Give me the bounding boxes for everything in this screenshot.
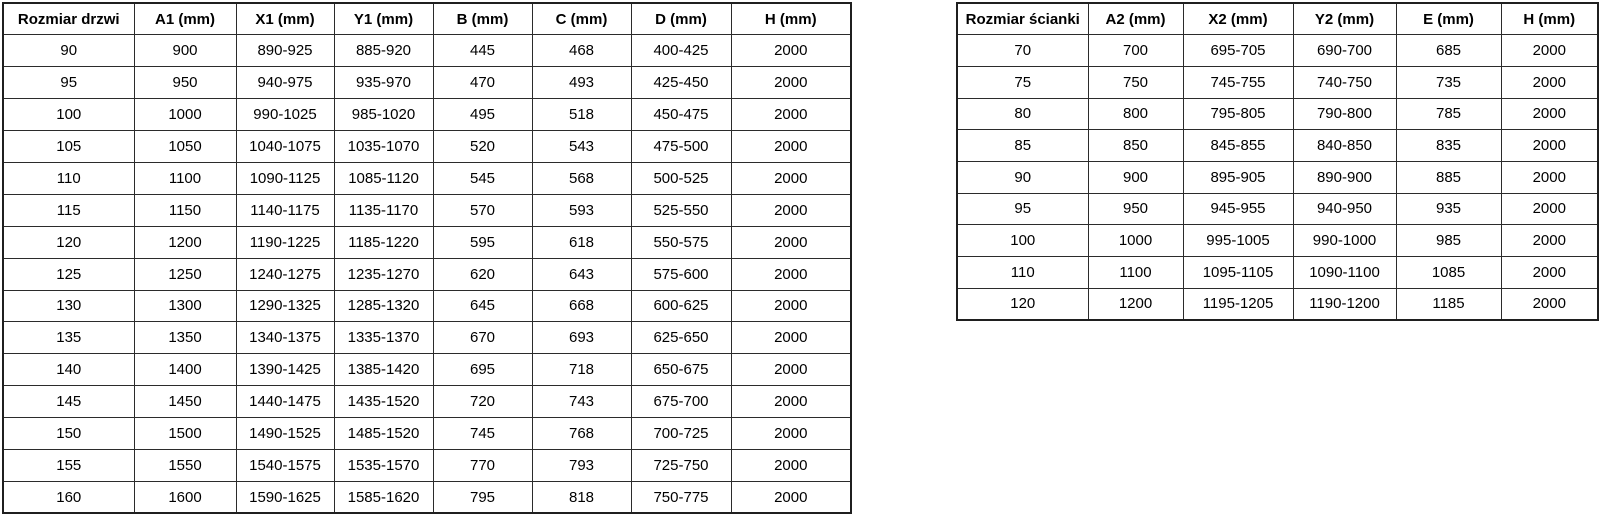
table-cell: 495: [433, 99, 532, 131]
table-cell: 675-700: [631, 386, 731, 418]
table-cell: 1290-1325: [236, 290, 334, 322]
table-row: [3, 226, 851, 258]
table-row: [3, 354, 851, 386]
table-row: [957, 193, 1598, 225]
table-cell: 790-800: [1293, 98, 1396, 130]
column-header: E (mm): [1396, 3, 1501, 35]
column-header: H (mm): [731, 3, 851, 35]
table-cell: 1100: [134, 162, 236, 194]
table-cell: 2000: [731, 131, 851, 163]
table-cell: 735: [1396, 66, 1501, 98]
table-cell: 600-625: [631, 290, 731, 322]
table-cell: 1140-1175: [236, 194, 334, 226]
table-row: [3, 162, 851, 194]
table-cell: 1085: [1396, 257, 1501, 289]
table-row: [957, 130, 1598, 162]
table-cell: 1535-1570: [334, 449, 433, 481]
column-header: X1 (mm): [236, 3, 334, 35]
table-cell: 450-475: [631, 99, 731, 131]
table-cell: 1085-1120: [334, 162, 433, 194]
header-row: [957, 3, 1598, 35]
table-cell: 1385-1420: [334, 354, 433, 386]
table-cell: 1485-1520: [334, 418, 433, 450]
table-cell: 1250: [134, 258, 236, 290]
table-cell: 668: [532, 290, 631, 322]
table-cell: 2000: [731, 386, 851, 418]
table-cell: 885: [1396, 161, 1501, 193]
table-cell: 1200: [134, 226, 236, 258]
table-cell: 845-855: [1183, 130, 1293, 162]
table-cell: 85: [957, 130, 1088, 162]
table-cell: 400-425: [631, 35, 731, 67]
table-cell: 2000: [1501, 288, 1598, 320]
table-cell: 818: [532, 481, 631, 513]
table-cell: 1350: [134, 322, 236, 354]
table-cell: 80: [957, 98, 1088, 130]
table-cell: 2000: [1501, 130, 1598, 162]
table-cell: 2000: [1501, 66, 1598, 98]
table-cell: 115: [3, 194, 134, 226]
table-cell: 1500: [134, 418, 236, 450]
table-cell: 570: [433, 194, 532, 226]
table-cell: 1240-1275: [236, 258, 334, 290]
table-cell: 693: [532, 322, 631, 354]
table-cell: 1000: [1088, 225, 1183, 257]
table-cell: 2000: [731, 449, 851, 481]
table-cell: 155: [3, 449, 134, 481]
table-row: [3, 35, 851, 67]
table-cell: 1600: [134, 481, 236, 513]
table-cell: 2000: [1501, 225, 1598, 257]
column-header: B (mm): [433, 3, 532, 35]
table-cell: 1285-1320: [334, 290, 433, 322]
table-cell: 135: [3, 322, 134, 354]
table-cell: 470: [433, 67, 532, 99]
table-cell: 950: [1088, 193, 1183, 225]
table-cell: 1200: [1088, 288, 1183, 320]
table-cell: 150: [3, 418, 134, 450]
table-cell: 90: [3, 35, 134, 67]
table-cell: 1190-1200: [1293, 288, 1396, 320]
column-header: H (mm): [1501, 3, 1598, 35]
table-cell: 2000: [731, 99, 851, 131]
table-row: [957, 288, 1598, 320]
table-cell: 1185-1220: [334, 226, 433, 258]
table-cell: 2000: [731, 35, 851, 67]
table-cell: 1190-1225: [236, 226, 334, 258]
table-cell: 110: [3, 162, 134, 194]
table-cell: 743: [532, 386, 631, 418]
table-cell: 550-575: [631, 226, 731, 258]
table-cell: 720: [433, 386, 532, 418]
table-cell: 650-675: [631, 354, 731, 386]
table-cell: 985: [1396, 225, 1501, 257]
table-row: [3, 322, 851, 354]
table-cell: 1540-1575: [236, 449, 334, 481]
table-cell: 2000: [731, 354, 851, 386]
table-cell: 835: [1396, 130, 1501, 162]
column-header: C (mm): [532, 3, 631, 35]
column-header: X2 (mm): [1183, 3, 1293, 35]
table-cell: 2000: [731, 322, 851, 354]
table-cell: 890-925: [236, 35, 334, 67]
table-cell: 2000: [731, 67, 851, 99]
table-cell: 2000: [731, 258, 851, 290]
table-row: [3, 386, 851, 418]
column-header: Y1 (mm): [334, 3, 433, 35]
table-row: [3, 67, 851, 99]
table-cell: 425-450: [631, 67, 731, 99]
table-row: [957, 66, 1598, 98]
table-cell: 950: [134, 67, 236, 99]
table-cell: 500-525: [631, 162, 731, 194]
table-cell: 1185: [1396, 288, 1501, 320]
table-cell: 1050: [134, 131, 236, 163]
door-size-table: [2, 2, 852, 514]
table-cell: 700-725: [631, 418, 731, 450]
table-cell: 2000: [1501, 257, 1598, 289]
table-cell: 120: [957, 288, 1088, 320]
table-cell: 885-920: [334, 35, 433, 67]
table-cell: 1040-1075: [236, 131, 334, 163]
table-row: [3, 99, 851, 131]
table-cell: 618: [532, 226, 631, 258]
table-cell: 940-950: [1293, 193, 1396, 225]
table-cell: 2000: [731, 194, 851, 226]
table-cell: 2000: [731, 418, 851, 450]
column-header: D (mm): [631, 3, 731, 35]
table-cell: 2000: [1501, 98, 1598, 130]
table-cell: 575-600: [631, 258, 731, 290]
table-cell: 545: [433, 162, 532, 194]
table-cell: 745: [433, 418, 532, 450]
table-cell: 595: [433, 226, 532, 258]
table-cell: 940-975: [236, 67, 334, 99]
table-cell: 890-900: [1293, 161, 1396, 193]
table-cell: 105: [3, 131, 134, 163]
table-cell: 1450: [134, 386, 236, 418]
table-cell: 685: [1396, 35, 1501, 67]
table-cell: 100: [957, 225, 1088, 257]
table-cell: 95: [3, 67, 134, 99]
table-cell: 690-700: [1293, 35, 1396, 67]
table-cell: 1490-1525: [236, 418, 334, 450]
table-cell: 2000: [1501, 35, 1598, 67]
table-cell: 1235-1270: [334, 258, 433, 290]
table-row: [957, 35, 1598, 67]
table-cell: 1590-1625: [236, 481, 334, 513]
table-cell: 445: [433, 35, 532, 67]
table-cell: 1150: [134, 194, 236, 226]
table-cell: 90: [957, 161, 1088, 193]
table-cell: 625-650: [631, 322, 731, 354]
table-cell: 900: [134, 35, 236, 67]
table-cell: 795-805: [1183, 98, 1293, 130]
table-cell: 2000: [1501, 161, 1598, 193]
table-cell: 793: [532, 449, 631, 481]
table-cell: 745-755: [1183, 66, 1293, 98]
table-row: [957, 161, 1598, 193]
table-cell: 1390-1425: [236, 354, 334, 386]
table-row: [3, 131, 851, 163]
table-cell: 945-955: [1183, 193, 1293, 225]
table-cell: 670: [433, 322, 532, 354]
table-cell: 768: [532, 418, 631, 450]
table-cell: 95: [957, 193, 1088, 225]
column-header: Rozmiar drzwi: [3, 3, 134, 35]
table-cell: 75: [957, 66, 1088, 98]
table-cell: 850: [1088, 130, 1183, 162]
table-cell: 840-850: [1293, 130, 1396, 162]
table-cell: 1195-1205: [1183, 288, 1293, 320]
table-cell: 1000: [134, 99, 236, 131]
table-cell: 1340-1375: [236, 322, 334, 354]
table-cell: 100: [3, 99, 134, 131]
table-cell: 695: [433, 354, 532, 386]
table-cell: 990-1025: [236, 99, 334, 131]
table-cell: 935: [1396, 193, 1501, 225]
table-cell: 1300: [134, 290, 236, 322]
table-cell: 2000: [731, 162, 851, 194]
table-row: [3, 258, 851, 290]
table-cell: 643: [532, 258, 631, 290]
table-cell: 2000: [731, 290, 851, 322]
table-cell: 1435-1520: [334, 386, 433, 418]
table-cell: 120: [3, 226, 134, 258]
table-cell: 520: [433, 131, 532, 163]
table-cell: 475-500: [631, 131, 731, 163]
table-row: [3, 418, 851, 450]
table-row: [957, 98, 1598, 130]
table-cell: 1550: [134, 449, 236, 481]
table-cell: 543: [532, 131, 631, 163]
table-cell: 525-550: [631, 194, 731, 226]
table-cell: 895-905: [1183, 161, 1293, 193]
table-cell: 700: [1088, 35, 1183, 67]
table-cell: 1100: [1088, 257, 1183, 289]
table-cell: 620: [433, 258, 532, 290]
table-row: [3, 194, 851, 226]
table-cell: 145: [3, 386, 134, 418]
table-cell: 795: [433, 481, 532, 513]
table-cell: 695-705: [1183, 35, 1293, 67]
table-cell: 160: [3, 481, 134, 513]
table-cell: 1095-1105: [1183, 257, 1293, 289]
table-row: [3, 290, 851, 322]
table-cell: 750-775: [631, 481, 731, 513]
table-cell: 785: [1396, 98, 1501, 130]
table-cell: 1090-1100: [1293, 257, 1396, 289]
table-cell: 125: [3, 258, 134, 290]
table-cell: 130: [3, 290, 134, 322]
table-cell: 2000: [1501, 193, 1598, 225]
table-cell: 468: [532, 35, 631, 67]
table-row: [957, 257, 1598, 289]
table-cell: 110: [957, 257, 1088, 289]
table-cell: 995-1005: [1183, 225, 1293, 257]
table-row: [957, 225, 1598, 257]
table-row: [3, 481, 851, 513]
table-cell: 740-750: [1293, 66, 1396, 98]
column-header: Y2 (mm): [1293, 3, 1396, 35]
table-cell: 1335-1370: [334, 322, 433, 354]
table-cell: 718: [532, 354, 631, 386]
table-cell: 1135-1170: [334, 194, 433, 226]
table-cell: 1090-1125: [236, 162, 334, 194]
table-cell: 1400: [134, 354, 236, 386]
table-cell: 935-970: [334, 67, 433, 99]
table-cell: 1035-1070: [334, 131, 433, 163]
table-cell: 70: [957, 35, 1088, 67]
wall-size-table: [956, 2, 1599, 321]
table-cell: 1440-1475: [236, 386, 334, 418]
column-header: Rozmiar ścianki: [957, 3, 1088, 35]
column-header: A2 (mm): [1088, 3, 1183, 35]
table-cell: 770: [433, 449, 532, 481]
table-cell: 645: [433, 290, 532, 322]
table-cell: 2000: [731, 226, 851, 258]
table-cell: 985-1020: [334, 99, 433, 131]
table-cell: 800: [1088, 98, 1183, 130]
header-row: [3, 3, 851, 35]
table-row: [3, 449, 851, 481]
table-cell: 140: [3, 354, 134, 386]
table-cell: 568: [532, 162, 631, 194]
table-cell: 518: [532, 99, 631, 131]
table-cell: 593: [532, 194, 631, 226]
table-cell: 2000: [731, 481, 851, 513]
table-cell: 1585-1620: [334, 481, 433, 513]
table-cell: 900: [1088, 161, 1183, 193]
table-cell: 990-1000: [1293, 225, 1396, 257]
table-cell: 493: [532, 67, 631, 99]
column-header: A1 (mm): [134, 3, 236, 35]
table-cell: 750: [1088, 66, 1183, 98]
table-cell: 725-750: [631, 449, 731, 481]
